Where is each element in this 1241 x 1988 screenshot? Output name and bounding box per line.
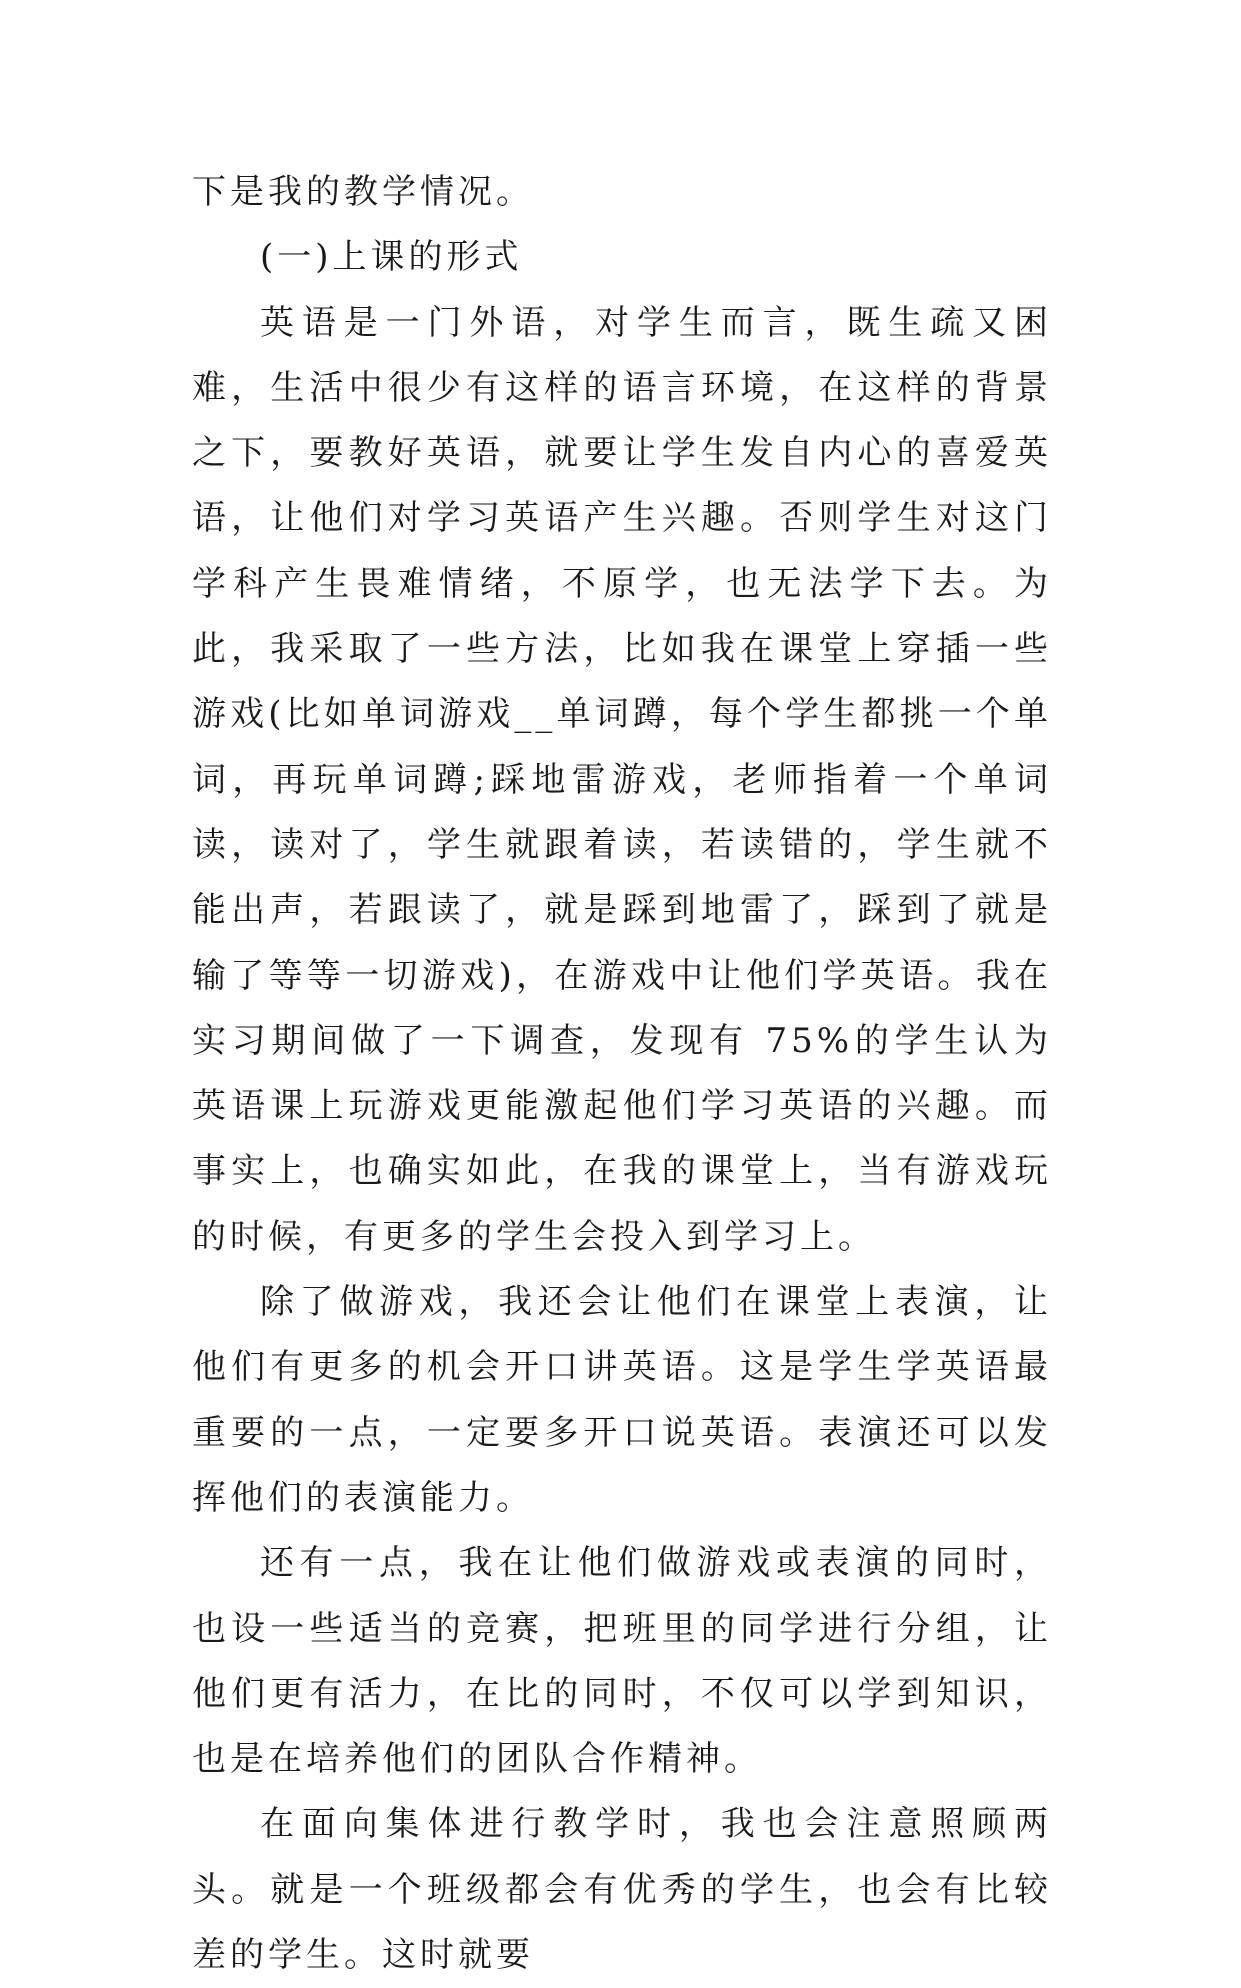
paragraph-performance: 除了做游戏，我还会让他们在课堂上表演，让他们有更多的机会开口讲英语。这是学生学英语最重要的一点，一定要多开口说英语。表演还可以发挥他们的表演能力。 [192, 1282, 1052, 1518]
paragraph-competition: 还有一点，我在让他们做游戏或表演的同时，也设一些适当的竞赛，把班里的同学进行分组，让他们更有活力，在比的同时，不仅可以学到知识，也是在培养他们的团队合作精神。 [192, 1543, 1052, 1780]
section-heading: (一)上课的形式 [260, 237, 523, 278]
paragraph-differentiation: 在面向集体进行教学时，我也会注意照顾两头。就是一个班级都会有优秀的学生，也会有比较差的学生。这时就要 [192, 1804, 1052, 1976]
document-body [192, 160, 1052, 1988]
paragraph-continuation: 下是我的教学情况。 [192, 172, 534, 212]
paragraph-games: 英语是一门外语，对学生而言，既生疏又困难，生活中很少有这样的语言环境，在这样的背景之下，要教好英语，就要让学生发自内心的喜爱英语，让他们对学习英语产生兴趣。否则学生对这门学科产生畏难情绪，不原学，也无法学下去。为此，我采取了一些方法，比如我在课堂上穿插一些游戏(比如单词游戏__单词蹲，每个学生都挑一个单词，再玩单词蹲;踩地雷游戏，老师指着一个单词读，读对了，学生就跟着读，若读错的，学生就不能出声，若跟读了，就是踩到地雷了，踩到了就是输了等等一切游戏)，在游戏中让他们学英语。我在实习期间做了一下调查，发现有 75%的学生认为英语课上玩游戏更能激起他们学习英语的兴趣。而事实上，也确实如此，在我的课堂上，当有游戏玩的时候，有更多的学生会投入到学习上。 [192, 302, 1052, 1257]
